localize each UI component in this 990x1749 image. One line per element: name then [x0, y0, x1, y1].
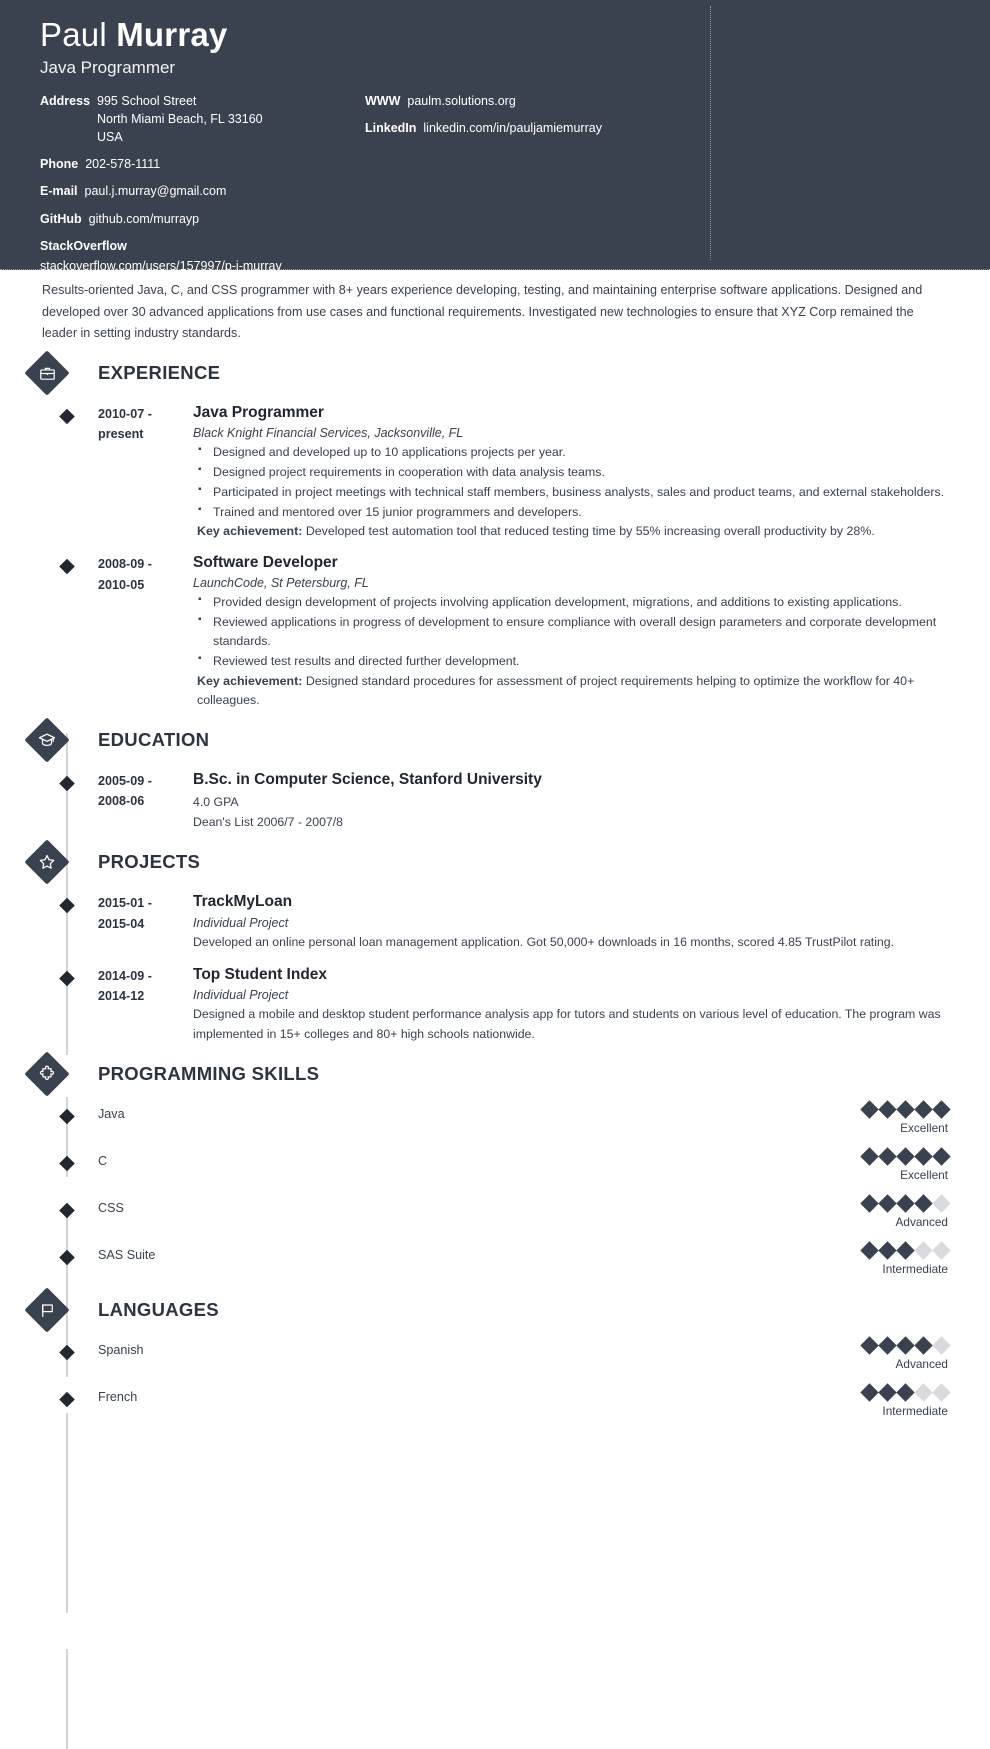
rating-diamond-off — [932, 1337, 950, 1355]
contact-value[interactable]: paul.j.murray@gmail.com — [84, 184, 227, 199]
contact-label: Phone — [40, 157, 79, 172]
entry-date — [98, 403, 193, 541]
page-title — [40, 16, 950, 54]
timeline-dot — [59, 970, 75, 986]
rating-diamond-on — [860, 1337, 878, 1355]
star-glyph — [31, 846, 63, 878]
contact-github[interactable] — [40, 210, 370, 228]
first-name: Paul — [40, 16, 107, 53]
contact-www[interactable] — [365, 92, 715, 110]
rating-diamond-on — [878, 1148, 896, 1166]
date-from: 2010-07 - — [98, 406, 152, 421]
language-level: Advanced — [895, 1357, 948, 1372]
entry-detail: Developed an online personal loan management application. Got 50,000+ downloads in 16 months, scored 4.85 TrustPilot rating. — [193, 934, 895, 949]
timeline-dot — [59, 1109, 75, 1125]
skill-label: C — [98, 1154, 108, 1169]
rating-diamonds — [863, 1244, 948, 1257]
timeline-dot — [59, 775, 75, 791]
skill-level: Intermediate — [882, 1262, 948, 1277]
entry-title: B.Sc. in Computer Science, Stanford University — [193, 770, 542, 788]
rating-diamond-on — [878, 1384, 896, 1402]
skill-label: SAS Suite — [98, 1248, 156, 1263]
rating-diamond-off — [932, 1195, 950, 1213]
key-achievement — [197, 522, 948, 541]
rating-diamond-on — [914, 1337, 932, 1355]
skill-rating — [863, 1192, 948, 1229]
section-title: EXPERIENCE — [98, 361, 221, 383]
entry-title: Java Programmer — [193, 403, 324, 421]
entry-subtitle: Individual Project — [193, 915, 289, 930]
rating-diamond-on — [896, 1148, 914, 1166]
entry-date — [98, 892, 193, 952]
timeline-dot — [59, 1156, 75, 1172]
rating-diamonds — [863, 1197, 948, 1210]
list-item: ▪ Trained and mentored over 15 junior programmers and developers. — [197, 503, 948, 522]
entry-detail: 4.0 GPA — [193, 794, 239, 809]
timeline-dot — [59, 1250, 75, 1266]
language-level: Intermediate — [882, 1404, 948, 1419]
date-from: 2015-01 - — [98, 896, 152, 911]
language-rating — [863, 1334, 948, 1371]
entry-title: Software Developer — [193, 554, 338, 572]
section-title: EDUCATION — [98, 728, 210, 750]
section-experience-header — [0, 349, 990, 397]
key-achievement-text: Developed test automation tool that reduced testing time by 55% increasing overall productivity by 28%. — [302, 524, 875, 539]
rating-diamond-on — [860, 1242, 878, 1260]
graduation-cap-icon — [24, 717, 69, 762]
skill-level: Excellent — [900, 1121, 948, 1136]
entry-bullets — [197, 593, 948, 670]
puzzle-piece-glyph — [31, 1058, 63, 1090]
briefcase-icon — [24, 350, 69, 395]
contact-label: Address — [40, 93, 91, 108]
contact-block — [40, 92, 950, 275]
skill-level: Excellent — [900, 1168, 948, 1183]
star-icon — [24, 840, 69, 885]
rating-diamond-on — [932, 1101, 950, 1119]
contact-address — [40, 92, 370, 146]
address-line-3: USA — [97, 130, 123, 145]
section-title: PROJECTS — [98, 851, 201, 873]
rating-diamond-on — [860, 1384, 878, 1402]
section-title: PROGRAMMING SKILLS — [98, 1063, 320, 1085]
date-to: 2010-05 — [98, 577, 145, 592]
skill-label: Java — [98, 1107, 125, 1122]
timeline-dot — [59, 1345, 75, 1361]
rating-diamond-on — [896, 1101, 914, 1119]
rating-diamond-on — [860, 1195, 878, 1213]
contact-value[interactable]: stackoverflow.com/users/157997/p-j-murray — [40, 258, 282, 273]
flag-icon — [24, 1288, 69, 1333]
entry-subtitle: LaunchCode, St Petersburg, FL — [193, 576, 369, 591]
rating-diamond-on — [860, 1148, 878, 1166]
job-title: Java Programmer — [40, 57, 176, 77]
language-row — [0, 1381, 990, 1428]
date-to: 2014-12 — [98, 988, 145, 1003]
rating-diamond-on — [878, 1337, 896, 1355]
contact-value[interactable]: linkedin.com/in/pauljamiemurray — [423, 121, 602, 136]
rating-diamond-on — [896, 1384, 914, 1402]
entry-subtitle: Black Knight Financial Services, Jacksonville, FL — [193, 426, 464, 441]
skill-rating — [863, 1239, 948, 1276]
address-line-2: North Miami Beach, FL 33160 — [97, 112, 263, 127]
rating-diamond-on — [914, 1148, 932, 1166]
timeline-dot — [59, 1203, 75, 1219]
timeline-dot — [59, 898, 75, 914]
rating-diamond-on — [896, 1195, 914, 1213]
rating-diamond-on — [932, 1148, 950, 1166]
key-achievement-text: Designed standard procedures for assessment of project requirements helping to optimize the workflow for 40+ colleagues. — [197, 673, 915, 707]
contact-value: 202-578-1111 — [85, 157, 161, 172]
section-education-header — [0, 716, 990, 764]
timeline-line-skills — [66, 1413, 68, 1613]
date-to: 2008-06 — [98, 793, 145, 808]
list-item: ▪ Participated in project meetings with technical staff members, business analysts, sales and product teams, and external stakeholders. — [197, 483, 948, 502]
contact-value[interactable]: paulm.solutions.org — [407, 93, 516, 108]
education-entry — [0, 764, 990, 839]
list-item: ▪ Designed and developed up to 10 applications projects per year. — [197, 443, 948, 462]
project-entry — [0, 959, 990, 1051]
date-to: present — [98, 427, 144, 442]
section-title: LANGUAGES — [98, 1299, 219, 1321]
entry-title: TrackMyLoan — [193, 893, 293, 911]
briefcase-glyph — [31, 357, 63, 389]
entry-date — [98, 770, 193, 833]
professional-summary: Results-oriented Java, C, and CSS programmer with 8+ years experience developing, testing, and maintaining enterprise software applications. Designed and developed over 30 advanced applications from use cases and functional requirements. Investigated new technologies to ensure that XYZ Corp remained the leader in setting industry standards. — [42, 283, 923, 341]
list-item: ▪ Provided design development of projects involving application development, migrations, and additions to existing applications. — [197, 593, 948, 612]
contact-column-left — [40, 92, 370, 275]
skill-level: Advanced — [895, 1215, 948, 1230]
section-projects-header — [0, 838, 990, 886]
skill-row — [0, 1239, 990, 1286]
resume-timeline — [0, 349, 990, 1429]
contact-label: WWW — [365, 93, 401, 108]
key-achievement-label: Key achievement: — [197, 524, 303, 539]
rating-diamonds — [863, 1103, 948, 1116]
entry-date — [98, 553, 193, 709]
last-name: Murray — [116, 16, 228, 53]
entry-bullets — [197, 443, 948, 521]
rating-diamonds — [863, 1339, 948, 1352]
graduation-cap-glyph — [31, 724, 63, 756]
rating-diamonds — [863, 1386, 948, 1399]
list-item: ▪ Reviewed applications in progress of development to ensure compliance with overall design parameters and corporate development standards. — [197, 613, 948, 651]
rating-diamond-off — [932, 1384, 950, 1402]
contact-email[interactable] — [40, 182, 370, 200]
language-row — [0, 1334, 990, 1381]
contact-label: StackOverflow — [40, 238, 127, 253]
language-label: French — [98, 1390, 138, 1405]
language-label: Spanish — [98, 1343, 144, 1358]
timeline-dot — [59, 409, 75, 425]
list-item: ▪ Reviewed test results and directed further development. — [197, 652, 948, 671]
resume-header — [0, 0, 990, 273]
section-languages-header — [0, 1286, 990, 1334]
key-achievement — [197, 672, 948, 710]
list-item: ▪ Designed project requirements in cooperation with data analysis teams. — [197, 463, 948, 482]
experience-entry — [0, 547, 990, 715]
skill-label: CSS — [98, 1201, 124, 1216]
skill-row — [0, 1145, 990, 1192]
contact-linkedin[interactable] — [365, 119, 715, 137]
rating-diamond-on — [914, 1195, 932, 1213]
date-from: 2008-09 - — [98, 557, 152, 572]
rating-diamond-on — [878, 1101, 896, 1119]
timeline-line-languages — [66, 1649, 68, 1749]
rating-diamond-on — [896, 1337, 914, 1355]
contact-value[interactable]: github.com/murrayp — [88, 211, 200, 226]
contact-label: E-mail — [40, 184, 78, 199]
address-line-1: 995 School Street — [97, 93, 197, 108]
flag-glyph — [31, 1294, 63, 1326]
rating-diamond-off — [914, 1384, 932, 1402]
rating-diamonds — [863, 1150, 948, 1163]
experience-entry — [0, 397, 990, 547]
contact-stackoverflow[interactable] — [40, 237, 370, 275]
entry-detail: Dean's List 2006/7 - 2007/8 — [193, 814, 344, 829]
rating-diamond-off — [914, 1242, 932, 1260]
rating-diamond-on — [878, 1242, 896, 1260]
section-programming-skills-header — [0, 1050, 990, 1098]
skill-row — [0, 1098, 990, 1145]
skill-row — [0, 1192, 990, 1239]
entry-detail: Designed a mobile and desktop student performance analysis app for tutors and students on various level of education. The program was implemented in 15+ colleges and 80+ high schools nationwide. — [193, 1006, 941, 1041]
rating-diamond-on — [896, 1242, 914, 1260]
key-achievement-label: Key achievement: — [197, 673, 303, 688]
skill-rating — [863, 1098, 948, 1135]
rating-diamond-off — [932, 1242, 950, 1260]
puzzle-piece-icon — [24, 1052, 69, 1097]
contact-phone — [40, 155, 370, 173]
entry-subtitle: Individual Project — [193, 987, 289, 1002]
project-entry — [0, 886, 990, 958]
date-to: 2015-04 — [98, 916, 145, 931]
contact-label: GitHub — [40, 211, 82, 226]
rating-diamond-on — [878, 1195, 896, 1213]
entry-date — [98, 965, 193, 1045]
contact-column-right — [365, 92, 715, 146]
date-from: 2014-09 - — [98, 968, 152, 983]
skill-rating — [863, 1145, 948, 1182]
rating-diamond-on — [914, 1101, 932, 1119]
entry-title: Top Student Index — [193, 965, 328, 983]
contact-label: LinkedIn — [365, 121, 417, 136]
rating-diamond-on — [860, 1101, 878, 1119]
date-from: 2005-09 - — [98, 773, 152, 788]
contact-value — [97, 92, 263, 146]
timeline-dot — [59, 559, 75, 575]
